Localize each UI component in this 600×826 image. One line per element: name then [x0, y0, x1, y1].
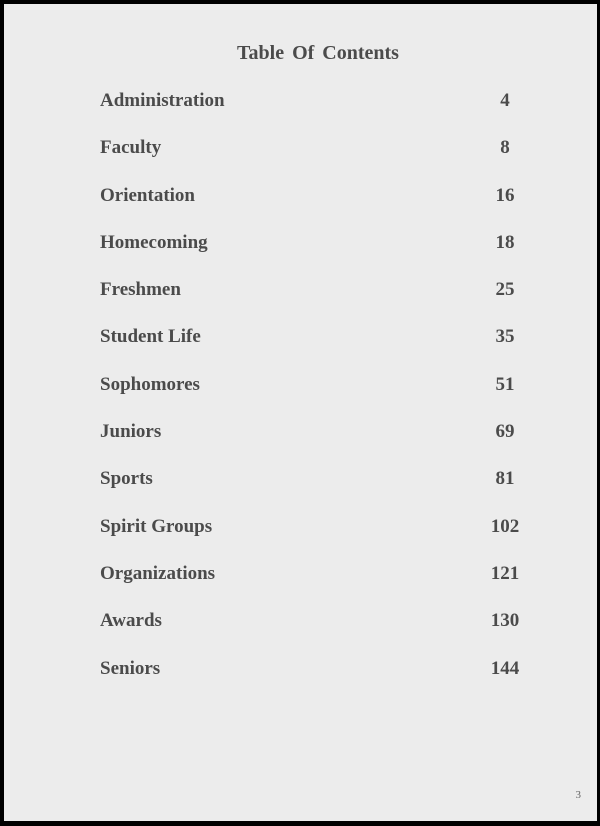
- toc-entry-page: 4: [500, 90, 510, 111]
- toc-entry-label: Juniors: [100, 421, 162, 443]
- toc-entry-label: Faculty: [100, 137, 162, 159]
- toc-entry-page: 69: [495, 421, 515, 443]
- toc-entry-faculty: [100, 137, 540, 184]
- toc-entry-label: Sports: [100, 468, 153, 490]
- toc-entry-page: 51: [495, 373, 515, 395]
- toc-entry-page: 35: [495, 326, 515, 348]
- toc-entry-page: 121: [490, 562, 520, 584]
- toc-entry-label: Freshmen: [100, 279, 181, 301]
- toc-entry-freshmen: [100, 279, 540, 326]
- toc-entry-administration: [100, 90, 540, 137]
- toc-entry-seniors: [100, 658, 540, 705]
- toc-entry-page: 8: [500, 137, 510, 159]
- table-of-contents: [100, 90, 540, 705]
- toc-entry-sports: [100, 468, 540, 515]
- toc-entry-page: 16: [495, 184, 515, 206]
- toc-entry-label: Student Life: [100, 326, 201, 348]
- toc-entry-homecoming: [100, 232, 540, 279]
- toc-entry-page: 81: [495, 468, 515, 490]
- page-number: 3: [575, 789, 581, 801]
- document-page: [4, 4, 597, 821]
- toc-entry-spirit-groups: [100, 516, 540, 563]
- toc-entry-label: Awards: [100, 610, 162, 632]
- toc-entry-page: 130: [490, 610, 520, 632]
- toc-entry-page: 25: [495, 279, 515, 301]
- toc-entry-page: 144: [490, 657, 520, 679]
- toc-entry-awards: [100, 610, 540, 657]
- toc-entry-label: Sophomores: [100, 373, 200, 395]
- toc-entry-page: 18: [495, 231, 515, 253]
- toc-entry-organizations: [100, 563, 540, 610]
- toc-entry-label: Orientation: [100, 184, 195, 206]
- toc-entry-juniors: [100, 421, 540, 468]
- toc-entry-orientation: [100, 185, 540, 232]
- toc-entry-page: 102: [490, 515, 520, 537]
- toc-entry-label: Seniors: [100, 657, 161, 679]
- toc-entry-label: Spirit Groups: [100, 515, 213, 537]
- toc-entry-label: Administration: [100, 90, 225, 111]
- page-title: Table Of Contents: [237, 42, 399, 64]
- toc-entry-label: Organizations: [100, 562, 216, 584]
- toc-entry-label: Homecoming: [100, 231, 208, 253]
- toc-entry-student-life: [100, 326, 540, 373]
- toc-entry-sophomores: [100, 374, 540, 421]
